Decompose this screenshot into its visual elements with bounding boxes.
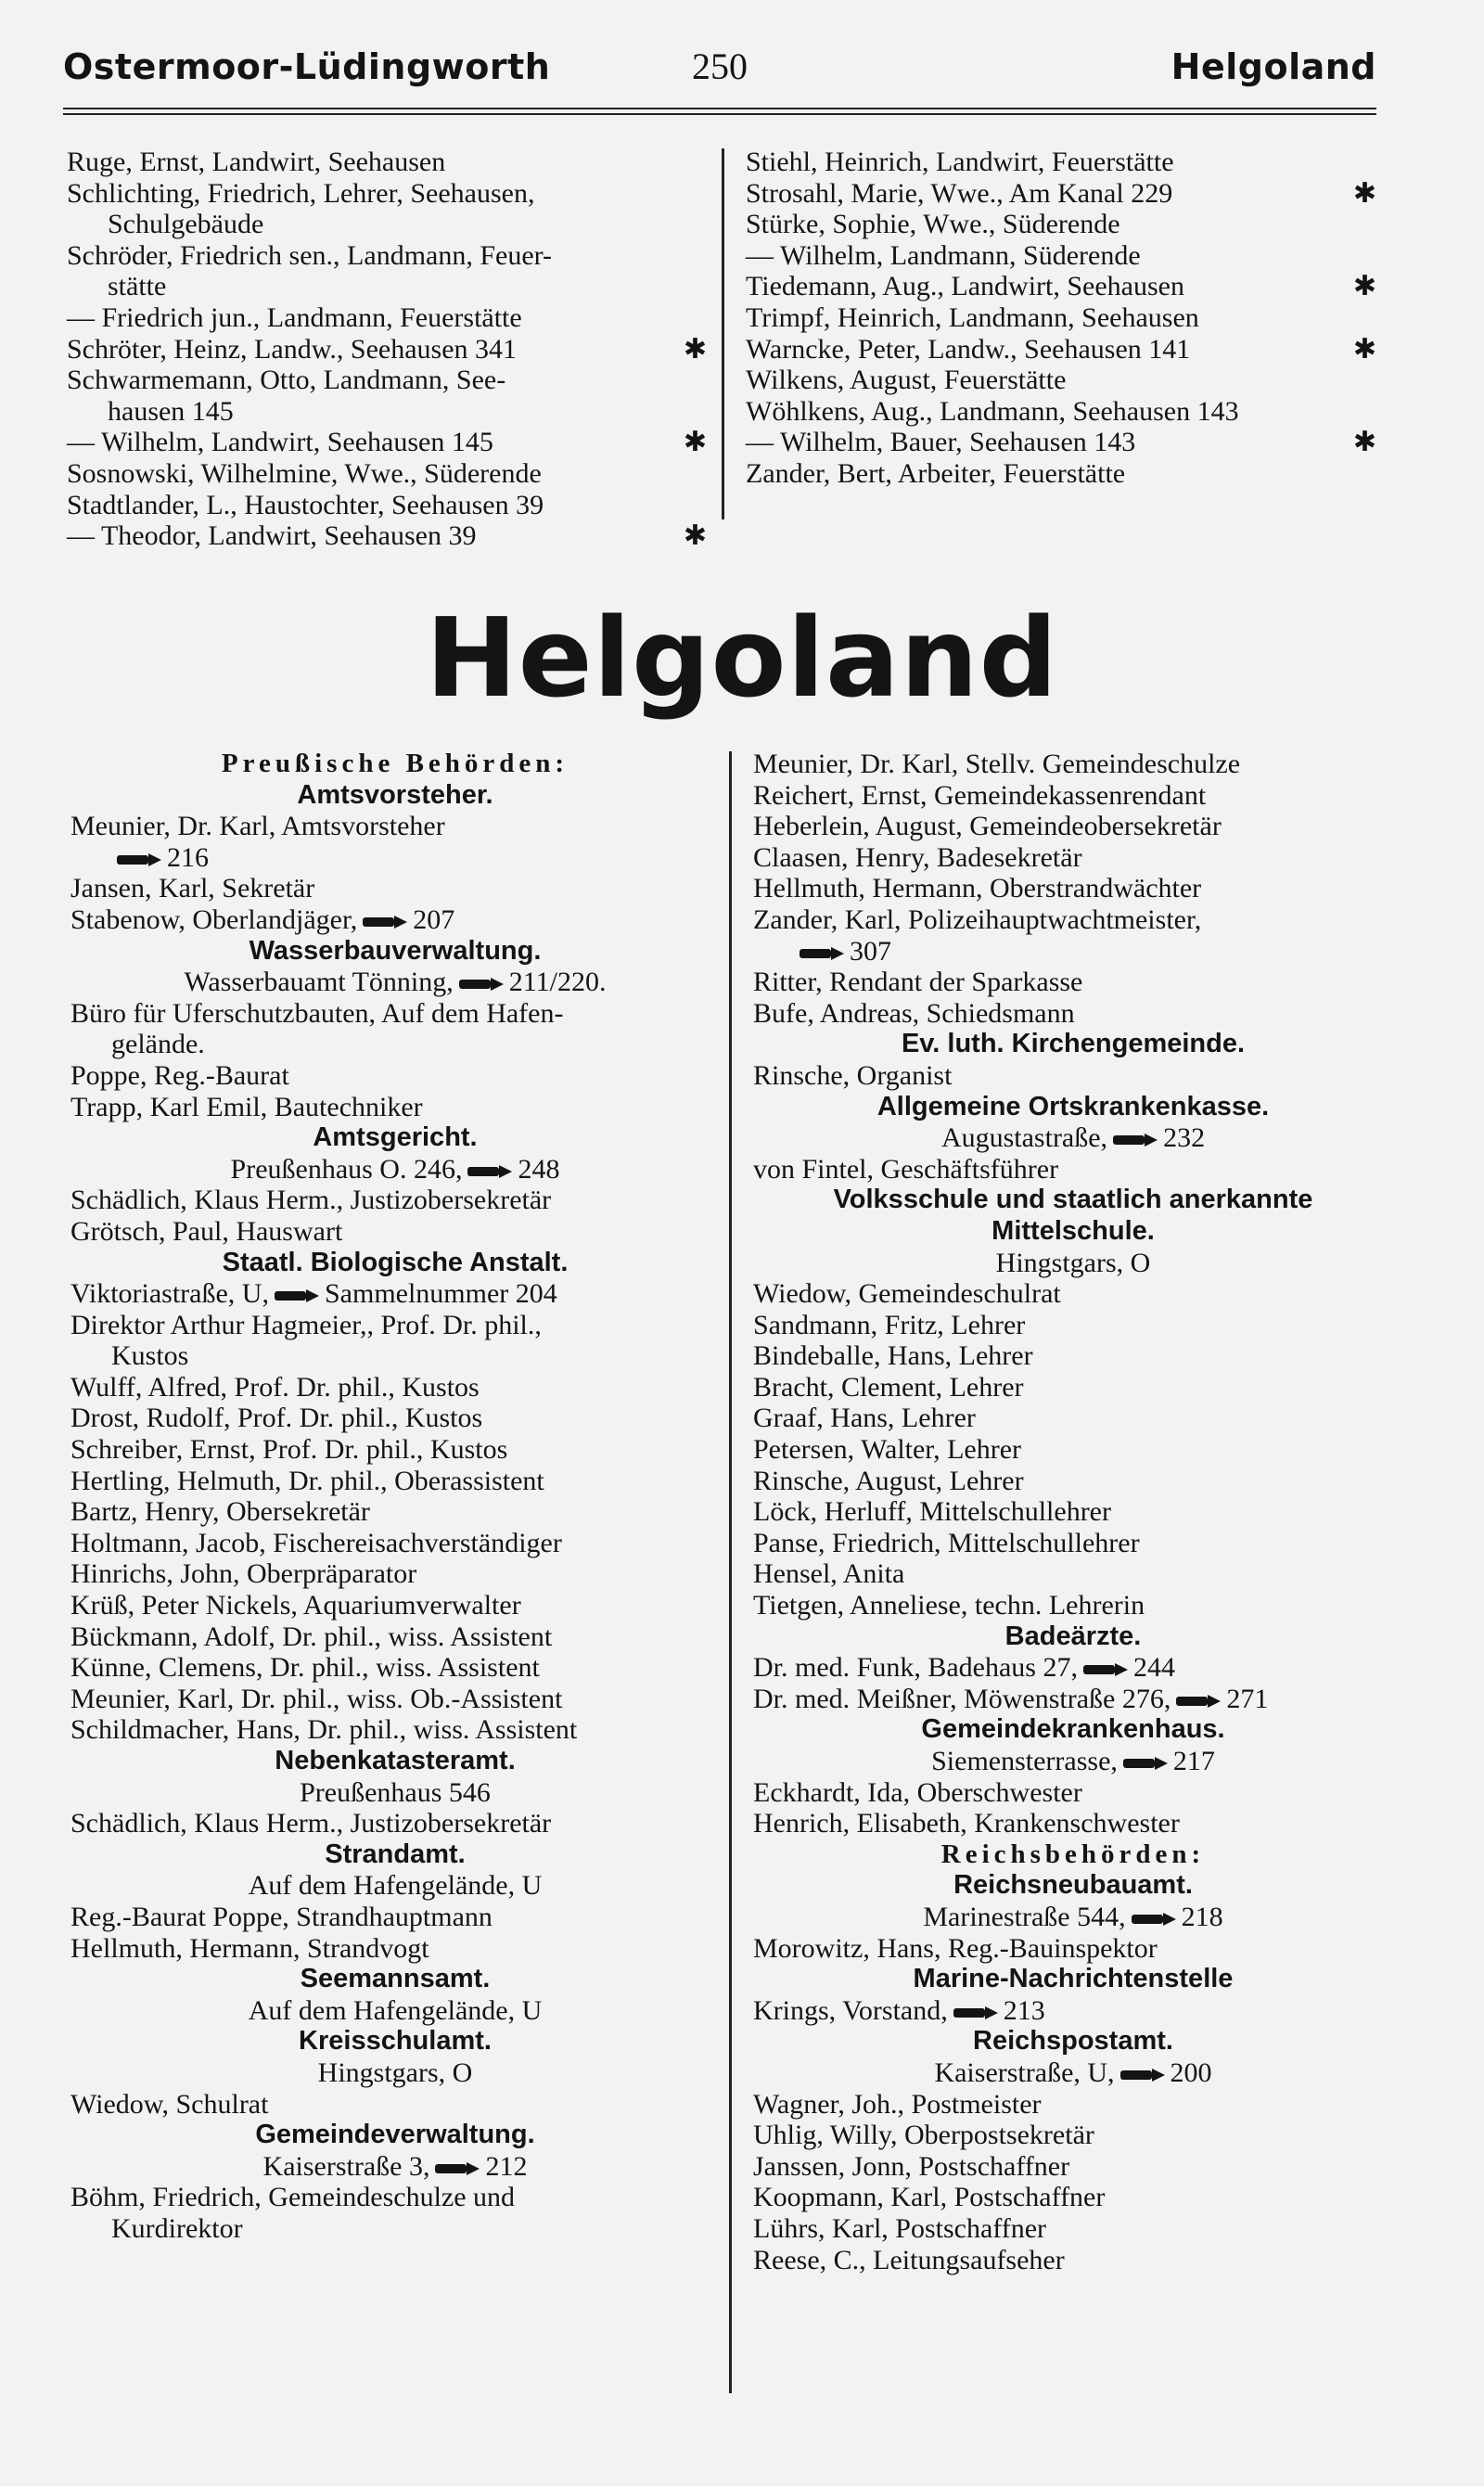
phone-number: 212: [485, 2150, 528, 2182]
directory-entry: [753, 2151, 1393, 2183]
entry-text: Sandmann, Fritz, Lehrer: [753, 1309, 1026, 1340]
entry-text: Wiedow, Gemeindeschulrat: [753, 1278, 1061, 1310]
directory-entry: [753, 2120, 1393, 2151]
address-line: [70, 2151, 720, 2183]
directory-entry: [67, 178, 707, 210]
entry-text: Schwarmemann, Otto, Landmann, See-: [67, 365, 506, 396]
directory-entry: [70, 1060, 720, 1092]
entry-text: Marine-Nachrichtenstelle: [913, 1964, 1234, 1994]
entry-text: Augustastraße,: [940, 1122, 1108, 1154]
entry-text: Büro für Uferschutzbauten, Auf dem Hafen-: [70, 997, 564, 1029]
entry-text: Claasen, Henry, Badesekretär: [753, 841, 1082, 873]
telephone-icon: [1132, 1913, 1176, 1926]
directory-entry: [746, 209, 1376, 240]
entry-text: Reese, C., Leitungsaufseher: [753, 2244, 1065, 2275]
entry-text: Warncke, Peter, Landw., Seehausen 141: [746, 333, 1191, 365]
entry-text: Reichspostamt.: [973, 2026, 1173, 2057]
entry-text: Künne, Clemens, Dr. phil., wiss. Assistent: [70, 1652, 540, 1684]
directory-entry: [753, 1154, 1393, 1185]
entry-text: Wagner, Joh., Postmeister: [753, 2088, 1042, 2120]
address-line: [70, 967, 720, 998]
entry-text: — Friedrich jun., Landmann, Feuerstätte: [67, 301, 522, 333]
phone-number: Sammelnummer 204: [324, 1278, 557, 1310]
entry-text: Preußische Behörden:: [221, 749, 569, 778]
entry-text: Hensel, Anita: [753, 1558, 905, 1590]
directory-entry: [70, 904, 720, 936]
directory-entry: [70, 998, 720, 1030]
entry-text: Nebenkatasteramt.: [275, 1746, 516, 1775]
directory-entry: [753, 1684, 1393, 1715]
left-column: [70, 749, 720, 2245]
entry-text: Bufe, Andreas, Schiedsmann: [753, 997, 1075, 1029]
directory-entry: [746, 427, 1376, 458]
entry-text: — Wilhelm, Landwirt, Seehausen 145: [67, 427, 493, 458]
entry-text: Schlichting, Friedrich, Lehrer, Seehausen,: [67, 177, 535, 209]
entry-text: Seemannsamt.: [300, 1964, 491, 1994]
entry-text: Trapp, Karl Emil, Bautechniker: [70, 1091, 423, 1122]
address-line: [753, 1248, 1393, 1279]
entry-text: Bückmann, Adolf, Dr. phil., wiss. Assistent: [70, 1621, 553, 1652]
directory-entry: [70, 1621, 720, 1653]
entry-text: Wöhlkens, Aug., Landmann, Seehausen 143: [746, 395, 1239, 427]
entry-text: Meunier, Karl, Dr. phil., wiss. Ob.-Assistent: [70, 1683, 563, 1714]
entry-text: Reichsneubauamt.: [953, 1870, 1193, 1901]
phone-number: 271: [1226, 1683, 1269, 1714]
entry-text: Schildmacher, Hans, Dr. phil., wiss. Assistent: [70, 1714, 578, 1746]
directory-entry: [67, 147, 707, 178]
entry-text: Schröter, Heinz, Landw., Seehausen 341: [67, 333, 518, 365]
entry-text: Amtsvorsteher.: [297, 779, 493, 810]
entry-text: Graaf, Hans, Lehrer: [753, 1403, 976, 1434]
directory-entry: [753, 2182, 1393, 2213]
phone-number: 211/220.: [508, 967, 607, 998]
address-line: [70, 2057, 720, 2089]
entry-text: Krüß, Peter Nickels, Aquariumverwalter: [70, 1590, 521, 1621]
entry-text: 216: [167, 841, 209, 873]
entry-text: Rinsche, Organist: [753, 1059, 953, 1091]
directory-entry: [70, 873, 720, 904]
directory-entry: [746, 334, 1376, 365]
entry-text: stätte: [108, 271, 167, 302]
telephone-icon: [467, 1165, 512, 1178]
section-heading: [753, 1870, 1393, 1902]
entry-text: Dr. med. Meißner, Möwenstraße 276,: [753, 1683, 1171, 1714]
entry-text: Holtmann, Jacob, Fischereisachverständiger: [70, 1527, 562, 1558]
entry-text: Stürke, Sophie, Wwe., Süderende: [746, 209, 1120, 240]
entry-text: Hellmuth, Hermann, Oberstrandwächter: [753, 873, 1202, 904]
directory-entry: [70, 1933, 720, 1965]
telephone-icon: [117, 853, 161, 866]
section-heading: [70, 936, 720, 967]
telephone-icon: [435, 2162, 480, 2175]
entry-text: Uhlig, Willy, Oberpostsekretär: [753, 2120, 1094, 2151]
entry-text: Auf dem Hafengelände, U: [248, 1870, 543, 1902]
entry-text: Böhm, Friedrich, Gemeindeschulze und: [70, 2182, 516, 2213]
phone-number: 217: [1172, 1746, 1215, 1776]
directory-entry: [753, 780, 1393, 812]
directory-entry: [753, 1777, 1393, 1809]
entry-text: — Wilhelm, Landmann, Süderende: [746, 239, 1141, 271]
telephone-icon: [459, 978, 504, 991]
entry-text: Schädlich, Klaus Herm., Justizobersekretär: [70, 1185, 552, 1216]
telephone-icon: [1123, 1757, 1168, 1770]
entry-text: Volksschule und staatlich anerkannte: [833, 1185, 1313, 1215]
directory-entry: [70, 1466, 720, 1497]
entry-text: Hinrichs, John, Oberpräparator: [70, 1558, 417, 1590]
entry-text: Ritter, Rendant der Sparkasse: [753, 967, 1083, 998]
entry-text: Preußenhaus 546: [300, 1776, 491, 1808]
page-number: 250: [692, 45, 748, 87]
address-line: [70, 1995, 720, 2027]
directory-entry: [70, 811, 720, 842]
phone-number: 207: [413, 903, 455, 935]
entry-text: Wilkens, August, Feuerstätte: [746, 365, 1067, 396]
directory-entry: [753, 1808, 1393, 1839]
header-rule-thin: [63, 113, 1376, 115]
entry-text: Bindeballe, Hans, Lehrer: [753, 1340, 1033, 1372]
entry-text: Jansen, Karl, Sekretär: [70, 873, 315, 904]
header-left-title: Ostermoor-Lüdingworth: [63, 46, 551, 87]
entry-text: Mittelschule.: [991, 1215, 1155, 1246]
entry-text: Krings, Vorstand,: [753, 1994, 948, 2026]
entry-text: Schulgebäude: [108, 209, 264, 240]
asterisk-mark: ✱: [683, 519, 707, 553]
directory-entry: [753, 1372, 1393, 1403]
directory-entry: [67, 490, 707, 521]
entry-text: Viktoriastraße, U,: [70, 1278, 269, 1310]
directory-entry: [67, 458, 707, 490]
directory-entry: [753, 1403, 1393, 1434]
directory-entry: [746, 271, 1376, 302]
directory-entry: [70, 1902, 720, 1933]
asterisk-mark: ✱: [1352, 332, 1376, 365]
directory-entry: [753, 2089, 1393, 2121]
entry-text: Löck, Herluff, Mittelschullehrer: [753, 1496, 1111, 1528]
directory-entry: [67, 365, 707, 396]
directory-entry: [746, 458, 1376, 490]
section-heading: [753, 2026, 1393, 2057]
entry-text: Auf dem Hafengelände, U: [248, 1994, 543, 2026]
section-heading: [753, 1714, 1393, 1746]
asterisk-mark: ✱: [1352, 176, 1376, 210]
directory-entry: [753, 842, 1393, 874]
entry-text: Direktor Arthur Hagmeier,, Prof. Dr. phil.,: [70, 1309, 542, 1340]
directory-entry: [70, 2182, 720, 2213]
entry-text: Morowitz, Hans, Reg.-Bauinspektor: [753, 1932, 1158, 1964]
telephone-icon: [1176, 1695, 1221, 1708]
phone-number: 244: [1132, 1652, 1175, 1684]
section-heading: [70, 2120, 720, 2151]
entry-text: Badeärzte.: [1004, 1621, 1142, 1651]
entry-text: Koopmann, Karl, Postschaffner: [753, 2182, 1106, 2213]
entry-text: Schädlich, Klaus Herm., Justizobersekretär: [70, 1808, 552, 1839]
address-line: [70, 1154, 720, 1185]
section-heading: [753, 1621, 1393, 1653]
entry-text: Schreiber, Ernst, Prof. Dr. phil., Kustos: [70, 1434, 508, 1466]
entry-text: Reg.-Baurat Poppe, Strandhauptmann: [70, 1901, 493, 1932]
entry-text: Petersen, Walter, Lehrer: [753, 1434, 1022, 1466]
entry-text: gelände.: [111, 1029, 205, 1060]
section-heading: [753, 1029, 1393, 1060]
entry-text: Wasserbauamt Tönning,: [184, 967, 454, 998]
entry-text: Drost, Rudolf, Prof. Dr. phil., Kustos: [70, 1403, 483, 1434]
entry-text: Marinestraße 544,: [923, 1901, 1126, 1932]
entry-text: Gemeindekrankenhaus.: [921, 1714, 1225, 1745]
section-heading: [70, 1248, 720, 1279]
address-line: [753, 1122, 1393, 1154]
directory-entry: [70, 1310, 720, 1341]
asterisk-mark: ✱: [683, 426, 707, 459]
entry-text: Eckhardt, Ida, Oberschwester: [753, 1776, 1082, 1808]
directory-entry: [746, 147, 1376, 178]
directory-entry: [67, 271, 707, 302]
directory-entry: [753, 1590, 1393, 1621]
entry-text: Amtsgericht.: [313, 1122, 478, 1153]
asterisk-mark: ✱: [683, 332, 707, 365]
entry-text: Lührs, Karl, Postschaffner: [753, 2212, 1047, 2244]
directory-entry: [70, 1808, 720, 1839]
address-line: [753, 2057, 1393, 2089]
directory-entry: [753, 1278, 1393, 1310]
directory-entry: [753, 1060, 1393, 1092]
entry-text: Bracht, Clement, Lehrer: [753, 1371, 1024, 1403]
directory-entry: [753, 1434, 1393, 1466]
header-rule: [63, 108, 1376, 109]
entry-text: Kurdirektor: [111, 2212, 243, 2244]
directory-entry: [753, 967, 1393, 998]
directory-entry: [67, 396, 707, 428]
directory-entry: [70, 1340, 720, 1372]
address-line: [753, 1902, 1393, 1933]
entry-text: Strosahl, Marie, Wwe., Am Kanal 229: [746, 177, 1173, 209]
section-heading: [70, 780, 720, 812]
entry-text: Wulff, Alfred, Prof. Dr. phil., Kustos: [70, 1371, 480, 1403]
telephone-icon: [953, 2006, 998, 2019]
directory-entry: [70, 1714, 720, 1746]
entry-text: Panse, Friedrich, Mittelschullehrer: [753, 1527, 1140, 1558]
entry-text: — Wilhelm, Bauer, Seehausen 143: [746, 427, 1136, 458]
directory-entry: [67, 334, 707, 365]
telephone-icon: [800, 947, 844, 960]
entry-text: Kaiserstraße 3,: [262, 2150, 430, 2182]
entry-text: Stiehl, Heinrich, Landwirt, Feuerstätte: [746, 147, 1174, 177]
phone-number: 213: [1003, 1994, 1045, 2026]
directory-entry: [70, 1403, 720, 1434]
directory-entry: [70, 1029, 720, 1060]
entry-text: Heberlein, August, Gemeindeobersekretär: [753, 811, 1222, 842]
entry-text: Rinsche, August, Lehrer: [753, 1465, 1024, 1496]
entry-text: Kreisschulamt.: [299, 2026, 492, 2057]
entry-text: Grötsch, Paul, Hauswart: [70, 1215, 343, 1247]
column-divider-top: [722, 148, 724, 519]
entry-text: Meunier, Dr. Karl, Stellv. Gemeindeschulze: [753, 749, 1241, 779]
entry-text: Reichert, Ernst, Gemeindekassenrendant: [753, 779, 1207, 811]
directory-entry: [753, 1496, 1393, 1528]
directory-entry: [67, 302, 707, 334]
phone-number: 218: [1181, 1901, 1223, 1932]
top-left-column: [67, 147, 707, 552]
entry-text: Gemeindeverwaltung.: [255, 2120, 535, 2150]
directory-entry: [753, 2245, 1393, 2276]
directory-entry: [70, 1216, 720, 1248]
entry-text: Tiedemann, Aug., Landwirt, Seehausen: [746, 271, 1184, 302]
group-heading: [753, 1839, 1393, 1871]
entry-text: Strandamt.: [325, 1839, 466, 1869]
directory-entry: [753, 811, 1393, 842]
right-column: [753, 749, 1393, 2275]
directory-entry: [70, 1092, 720, 1123]
entry-text: von Fintel, Geschäftsführer: [753, 1153, 1059, 1185]
directory-entry: [753, 873, 1393, 904]
directory-entry: [70, 1278, 720, 1310]
directory-entry: [70, 1558, 720, 1590]
directory-entry: [67, 209, 707, 240]
phone-number: 200: [1170, 2057, 1212, 2088]
directory-entry: [746, 396, 1376, 428]
directory-entry: [67, 427, 707, 458]
directory-entry: [70, 1652, 720, 1684]
column-divider-main: [729, 751, 732, 2393]
entry-text: Bartz, Henry, Obersekretär: [70, 1496, 370, 1528]
entry-text: Siemensterrasse,: [931, 1746, 1118, 1776]
entry-text: Ruge, Ernst, Landwirt, Seehausen: [67, 147, 446, 177]
entry-text: Reichsbehörden:: [940, 1839, 1206, 1869]
entry-text: Staatl. Biologische Anstalt.: [222, 1247, 569, 1277]
entry-text: Hellmuth, Hermann, Strandvogt: [70, 1932, 429, 1964]
section-heading: [753, 1216, 1393, 1248]
section-heading: [70, 2026, 720, 2057]
section-heading: [753, 1185, 1393, 1216]
entry-text: Sosnowski, Wilhelmine, Wwe., Süderende: [67, 457, 542, 489]
address-line: [70, 1777, 720, 1809]
entry-text: Kustos: [111, 1340, 189, 1372]
telephone-icon: [363, 916, 407, 929]
page-header: [63, 41, 1376, 96]
telephone-icon: [275, 1289, 319, 1302]
directory-entry: [753, 1652, 1393, 1684]
entry-text: Stadtlander, L., Haustochter, Seehausen 39: [67, 489, 544, 520]
address-line: [70, 1870, 720, 1902]
group-heading: [70, 749, 720, 780]
entry-text: Ev. luth. Kirchengemeinde.: [901, 1029, 1246, 1059]
entry-text: Allgemeine Ortskrankenkasse.: [876, 1091, 1270, 1121]
directory-entry: [753, 749, 1393, 780]
entry-text: hausen 145: [108, 395, 234, 427]
section-heading: [70, 1839, 720, 1871]
section-heading: [70, 1122, 720, 1154]
phone-number: 248: [518, 1153, 560, 1185]
directory-entry: [753, 936, 1393, 967]
address-line: [753, 1746, 1393, 1777]
asterisk-mark: ✱: [1352, 426, 1376, 459]
directory-entry: [70, 2213, 720, 2245]
telephone-icon: [1083, 1663, 1128, 1676]
entry-text: Zander, Karl, Polizeihauptwachtmeister,: [753, 903, 1202, 935]
directory-entry: [70, 1590, 720, 1621]
directory-entry: [70, 842, 720, 874]
entry-text: 307: [850, 935, 891, 967]
directory-entry: [753, 904, 1393, 936]
directory-entry: [70, 1528, 720, 1559]
directory-entry: [67, 520, 707, 552]
entry-text: Poppe, Reg.-Baurat: [70, 1059, 289, 1091]
directory-entry: [753, 1995, 1393, 2027]
entry-text: Hingstgars, O: [995, 1247, 1151, 1278]
directory-entry: [753, 2213, 1393, 2245]
directory-entry: [70, 1496, 720, 1528]
entry-text: Hertling, Helmuth, Dr. phil., Oberassistent: [70, 1465, 544, 1496]
directory-entry: [753, 1466, 1393, 1497]
asterisk-mark: ✱: [1352, 270, 1376, 303]
entry-text: Hingstgars, O: [317, 2057, 473, 2088]
top-right-column: [746, 147, 1376, 490]
entry-text: Schröder, Friedrich sen., Landmann, Feuer-: [67, 239, 553, 271]
directory-entry: [746, 240, 1376, 272]
entry-text: Zander, Bert, Arbeiter, Feuerstätte: [746, 457, 1126, 489]
telephone-icon: [1113, 1134, 1158, 1147]
section-heading: [70, 1746, 720, 1777]
directory-entry: [746, 302, 1376, 334]
entry-text: — Theodor, Landwirt, Seehausen 39: [67, 520, 477, 552]
telephone-icon: [1120, 2069, 1165, 2082]
directory-entry: [67, 240, 707, 272]
entry-text: Henrich, Elisabeth, Krankenschwester: [753, 1808, 1180, 1839]
entry-text: Preußenhaus O. 246,: [230, 1153, 463, 1185]
section-heading: [753, 1092, 1393, 1123]
entry-text: Meunier, Dr. Karl, Amtsvorsteher: [70, 811, 445, 842]
section-heading: [753, 1964, 1393, 1995]
directory-entry: [753, 1310, 1393, 1341]
directory-entry: [753, 998, 1393, 1030]
directory-entry: [70, 1185, 720, 1216]
directory-entry: [70, 1434, 720, 1466]
directory-entry: [746, 178, 1376, 210]
entry-text: Janssen, Jonn, Postschaffner: [753, 2150, 1070, 2182]
directory-entry: [753, 1558, 1393, 1590]
directory-entry: [753, 1933, 1393, 1965]
header-right-title: Helgoland: [1171, 46, 1376, 87]
section-title: Helgoland: [425, 594, 1059, 722]
entry-text: Wasserbauverwaltung.: [249, 935, 542, 966]
entry-text: Stabenow, Oberlandjäger,: [70, 903, 358, 935]
directory-entry: [753, 1528, 1393, 1559]
directory-entry: [70, 1372, 720, 1403]
directory-entry: [70, 1684, 720, 1715]
entry-text: Tietgen, Anneliese, techn. Lehrerin: [753, 1590, 1145, 1621]
entry-text: Trimpf, Heinrich, Landmann, Seehausen: [746, 301, 1199, 333]
phone-number: 232: [1163, 1122, 1206, 1154]
directory-entry: [70, 2089, 720, 2121]
entry-text: Dr. med. Funk, Badehaus 27,: [753, 1652, 1078, 1684]
entry-text: Wiedow, Schulrat: [70, 2088, 269, 2120]
entry-text: Kaiserstraße, U,: [934, 2057, 1115, 2088]
directory-entry: [746, 365, 1376, 396]
section-heading: [70, 1964, 720, 1995]
directory-entry: [753, 1340, 1393, 1372]
